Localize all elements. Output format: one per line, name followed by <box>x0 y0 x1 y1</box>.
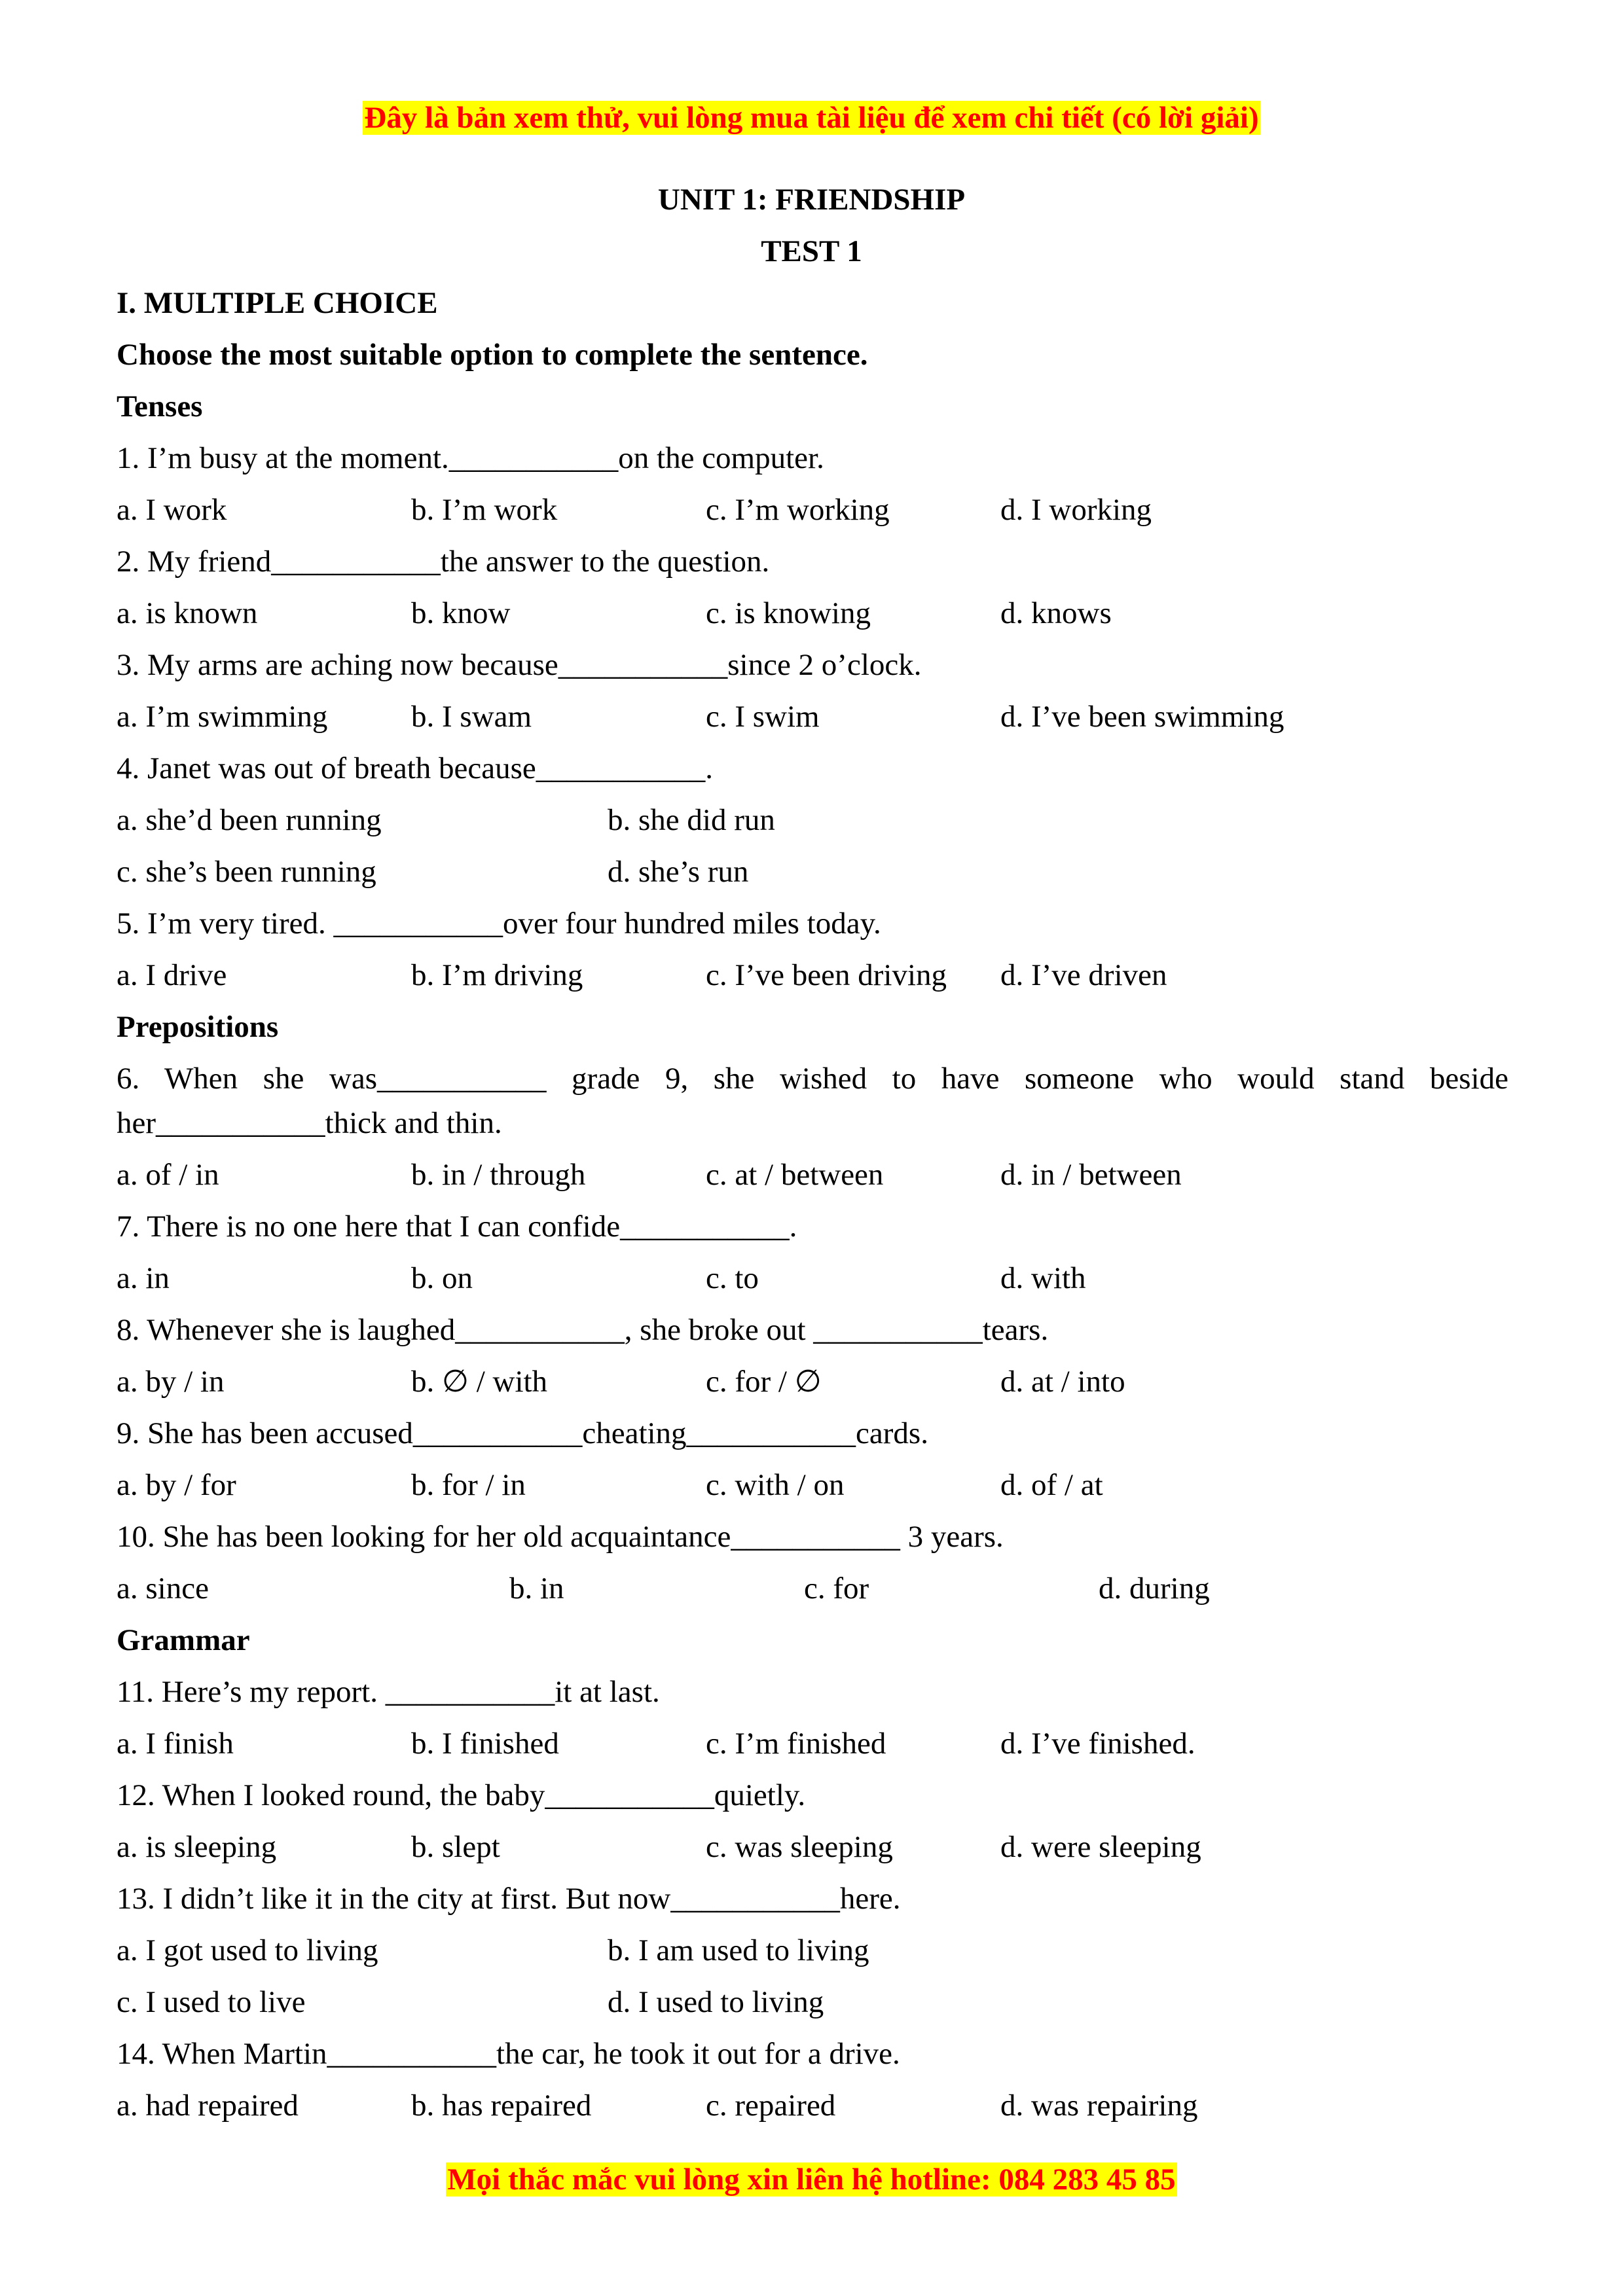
option-12b: b. slept <box>411 1830 500 1864</box>
option-5b: b. I’m driving <box>411 958 583 992</box>
option-10a: a. since <box>117 1571 209 1605</box>
option-3c: c. I swim <box>706 700 820 734</box>
option-6d: d. in / between <box>1000 1158 1182 1192</box>
header-notice: Đây là bản xem thử, vui lòng mua tài liệu để xem chi tiết (có lời giải) <box>364 101 1259 135</box>
option-4c: c. she’s been running <box>117 855 376 889</box>
option-1a: a. I work <box>117 493 227 527</box>
option-11a: a. I finish <box>117 1727 234 1761</box>
section-title: I. MULTIPLE CHOICE <box>117 286 438 320</box>
option-8c: c. for / ∅ <box>706 1365 822 1399</box>
option-10c: c. for <box>804 1571 869 1605</box>
question-5: 5. I’m very tired. ___________over four hundred miles today. <box>117 906 881 941</box>
option-6a: a. of / in <box>117 1158 219 1192</box>
option-10d: d. during <box>1099 1571 1210 1605</box>
option-11b: b. I finished <box>411 1727 559 1761</box>
option-11d: d. I’ve finished. <box>1000 1727 1195 1761</box>
option-7c: c. to <box>706 1261 759 1295</box>
option-13b: b. I am used to living <box>608 1933 869 1967</box>
question-3: 3. My arms are aching now because___________since 2 o’clock. <box>117 648 922 682</box>
option-14b: b. has repaired <box>411 2089 592 2123</box>
question-8: 8. Whenever she is laughed___________, she broke out ___________tears. <box>117 1313 1049 1347</box>
option-2c: c. is knowing <box>706 596 871 630</box>
option-5c: c. I’ve been driving <box>706 958 947 992</box>
option-7d: d. with <box>1000 1261 1086 1295</box>
option-13c: c. I used to live <box>117 1985 306 2019</box>
option-6c: c. at / between <box>706 1158 884 1192</box>
option-4b: b. she did run <box>608 803 775 837</box>
question-2: 2. My friend___________the answer to the question. <box>117 545 770 579</box>
question-11: 11. Here’s my report. ___________it at last. <box>117 1675 660 1709</box>
question-9: 9. She has been accused___________cheating___________cards. <box>117 1416 928 1450</box>
question-7: 7. There is no one here that I can confide___________. <box>117 1210 797 1244</box>
footer-notice: Mọi thắc mắc vui lòng xin liên hệ hotline: 084 283 45 85 <box>447 2162 1176 2197</box>
option-4d: d. she’s run <box>608 855 749 889</box>
option-11c: c. I’m finished <box>706 1727 886 1761</box>
question-12: 12. When I looked round, the baby___________quietly. <box>117 1778 806 1812</box>
option-13a: a. I got used to living <box>117 1933 378 1967</box>
option-1b: b. I’m work <box>411 493 558 527</box>
option-2a: a. is known <box>117 596 258 630</box>
option-9b: b. for / in <box>411 1468 526 1502</box>
question-14: 14. When Martin___________the car, he took it out for a drive. <box>117 2037 900 2071</box>
option-14a: a. had repaired <box>117 2089 299 2123</box>
option-12c: c. was sleeping <box>706 1830 893 1864</box>
question-10: 10. She has been looking for her old acquaintance___________ 3 years. <box>117 1520 1004 1554</box>
option-6b: b. in / through <box>411 1158 586 1192</box>
test-title: TEST 1 <box>761 234 862 268</box>
option-12d: d. were sleeping <box>1000 1830 1201 1864</box>
option-8b: b. ∅ / with <box>411 1365 548 1399</box>
option-3a: a. I’m swimming <box>117 700 328 734</box>
option-2d: d. knows <box>1000 596 1112 630</box>
option-5d: d. I’ve driven <box>1000 958 1167 992</box>
option-8d: d. at / into <box>1000 1365 1125 1399</box>
option-4a: a. she’d been running <box>117 803 382 837</box>
category-heading-grammar: Grammar <box>117 1623 250 1657</box>
instruction: Choose the most suitable option to complete the sentence. <box>117 338 868 372</box>
option-12a: a. is sleeping <box>117 1830 277 1864</box>
question-1: 1. I’m busy at the moment.___________on the computer. <box>117 441 824 475</box>
option-1c: c. I’m working <box>706 493 890 527</box>
option-7a: a. in <box>117 1261 170 1295</box>
question-4: 4. Janet was out of breath because___________. <box>117 751 714 785</box>
option-5a: a. I drive <box>117 958 227 992</box>
question-6-line-1: 6. When she was___________ grade 9, she wished to have someone who would stand beside <box>117 1062 1508 1096</box>
option-9d: d. of / at <box>1000 1468 1103 1502</box>
option-8a: a. by / in <box>117 1365 225 1399</box>
category-heading-tenses: Tenses <box>117 389 203 423</box>
option-1d: d. I working <box>1000 493 1152 527</box>
option-3b: b. I swam <box>411 700 532 734</box>
category-heading-prepositions: Prepositions <box>117 1010 279 1044</box>
option-3d: d. I’ve been swimming <box>1000 700 1285 734</box>
option-9c: c. with / on <box>706 1468 845 1502</box>
question-13: 13. I didn’t like it in the city at first. But now___________here. <box>117 1882 901 1916</box>
option-13d: d. I used to living <box>608 1985 824 2019</box>
option-7b: b. on <box>411 1261 473 1295</box>
option-9a: a. by / for <box>117 1468 236 1502</box>
option-14c: c. repaired <box>706 2089 836 2123</box>
question-6-line-2: her___________thick and thin. <box>117 1106 502 1140</box>
unit-title: UNIT 1: FRIENDSHIP <box>657 183 966 217</box>
option-10b: b. in <box>509 1571 564 1605</box>
option-14d: d. was repairing <box>1000 2089 1198 2123</box>
option-2b: b. know <box>411 596 511 630</box>
